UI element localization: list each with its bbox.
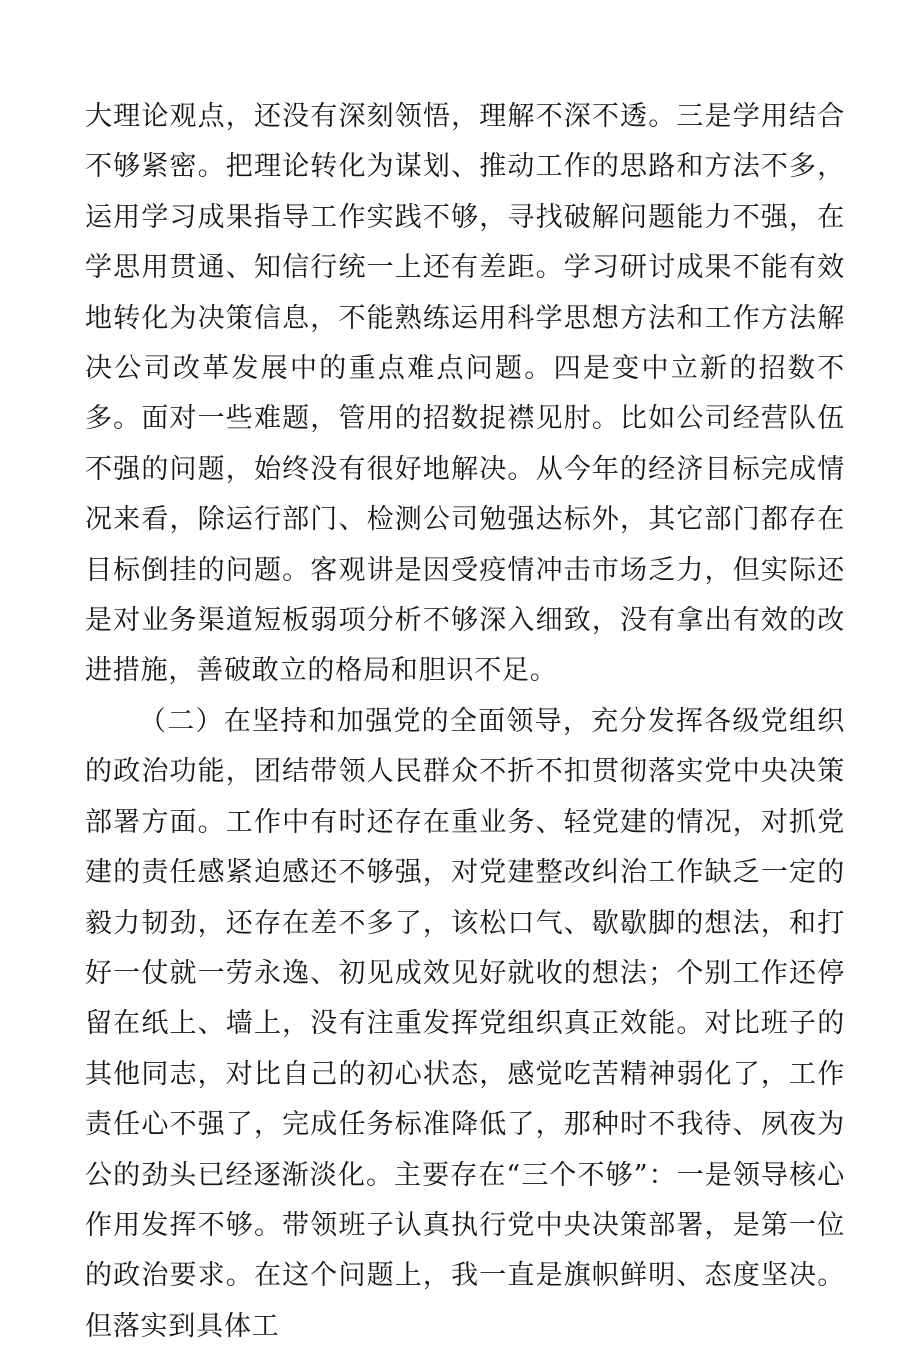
paragraph-section-two: （二）在坚持和加强党的全面领导，充分发挥各级党组织的政治功能，团结带领人民群众不折不扣贯彻落实党中央决策部署方面。工作中有时还存在重业务、轻党建的情况，对抓党建的责任感紧迫感还不够强，对党建整改纠治工作缺乏一定的毅力韧劲，还存在差不多了，该松口气、歇歇脚的想法，和打好一仗就一劳永逸、初见成效见好就收的想法；个别工作还停留在纸上、墙上，没有注重发挥党组织真正效能。对比班子的其他同志，对比自己的初心状态，感觉吃苦精神弱化了，工作责任心不强了，完成任务标准降低了，那种时不我待、夙夜为公的劲头已经逐渐淡化。主要存在“三个不够”：一是领导核心作用发挥不够。带领班子认真执行党中央决策部署，是第一位的政治要求。在这个问题上，我一直是旗帜鲜明、态度坚决。但落实到具体工 [85, 705, 845, 1342]
document-body [85, 92, 845, 1352]
paragraph-continuation: 大理论观点，还没有深刻领悟，理解不深不透。三是学用结合不够紧密。把理论转化为谋划、推动工作的思路和方法不多，运用学习成果指导工作实践不够，寻找破解问题能力不强，在学思用贯通、知信行统一上还有差距。学习研讨成果不能有效地转化为决策信息，不能熟练运用科学思想方法和工作方法解决公司改革发展中的重点难点问题。四是变中立新的招数不多。面对一些难题，管用的招数捉襟见肘。比如公司经营队伍不强的问题，始终没有很好地解决。从今年的经济目标完成情况来看，除运行部门、检测公司勉强达标外，其它部门都存在目标倒挂的问题。客观讲是因受疫情冲击市场乏力，但实际还是对业务渠道短板弱项分析不够深入细致，没有拿出有效的改进措施，善破敢立的格局和胆识不足。 [85, 101, 845, 687]
